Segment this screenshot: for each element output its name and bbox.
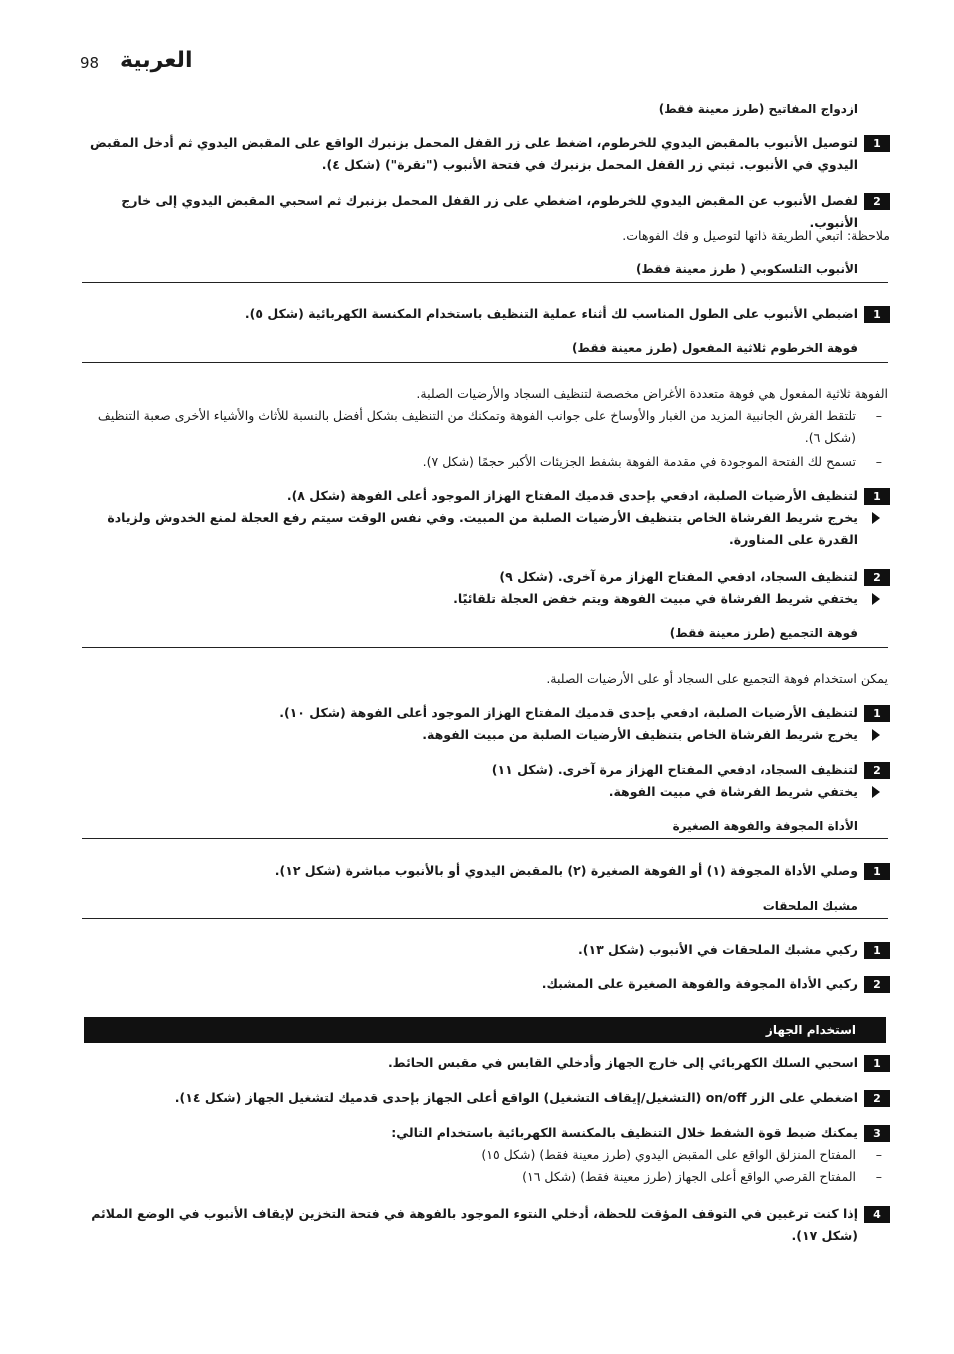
- section-divider: [82, 647, 888, 648]
- page-number: 98: [80, 54, 100, 72]
- result-arrow-icon: [872, 786, 880, 798]
- note-text: ملاحظة: اتبعي الطريقة ذاتها لتوصيل و فك الفوهات.: [622, 228, 890, 243]
- step-text: اضبطي الأنبوب على الطول المناسب لك أثناء عملية التنظيف باستخدام المكنسة الكهربائية (شكل ٥).: [244, 306, 858, 321]
- step-result: [80, 588, 890, 610]
- intro-text: يمكن استخدام فوهة التجميع على السجاد أو على الأرضيات الصلبة.: [546, 671, 888, 686]
- bullet-item: [80, 1144, 888, 1166]
- step-text: اضغطي على الزر on/off (التشغيل/إيقاف التشغيل) الواقع أعلى الجهاز بإحدى قدميك لتشغيل الجهاز (شكل ١٤).: [174, 1090, 858, 1105]
- step-use-1: [80, 1052, 890, 1074]
- section-heading-telescopic: الأنبوب التلسكوبي ( طرز معينة فقط): [636, 262, 858, 276]
- step-text: إذا كنت ترغبين في التوقف المؤقت للحظة، أدخلي النتوء الموجود بالفوهة في فتحة التخزين لإيقاف الأنبوب في الوضع الملائم (شكل ١٧).: [91, 1206, 858, 1243]
- chapter-bar: استخدام الجهاز: [84, 1017, 886, 1043]
- result-text: يخرج شريط الفرشاة الخاص بتنظيف الأرضيات الصلبة من المبيت. وفي نفس الوقت سيتم رفع العجلة لمنع الخدوش ولزيادة القدرة على المناورة.: [107, 510, 858, 547]
- step-number-badge: 2: [864, 1090, 890, 1107]
- result-arrow-icon: [872, 512, 880, 524]
- section-divider: [82, 838, 888, 839]
- step-number-badge: 1: [864, 705, 890, 722]
- step-number-badge: 2: [864, 976, 890, 993]
- step-text: لتنظيف السجاد، ادفعي المفتاح الهزاز مرة آخرى. (شكل ٩): [499, 569, 858, 584]
- section-heading-triactive: فوهة الخرطوم ثلاثية المفعول (طرز معينة فقط): [572, 341, 858, 355]
- step-use-4: [80, 1203, 890, 1247]
- bullet-text: المفتاح المنزلق الواقع على المقبض اليدوي (طرز معينة فقط) (شكل ١٥): [481, 1147, 856, 1162]
- step-number-badge: 1: [864, 1055, 890, 1072]
- bullet-item: [80, 451, 888, 473]
- step-number-badge: 3: [864, 1125, 890, 1142]
- step-text: لتنظيف السجاد، ادفعي المفتاح الهزاز مرة آخرى. (شكل ١١): [491, 762, 858, 777]
- section-divider: [82, 918, 888, 919]
- dash-marker: –: [875, 454, 882, 469]
- section-divider: [82, 282, 888, 283]
- intro-text: الفوهة ثلاثية المفعول هي فوهة متعددة الأغراض مخصصة لتنظيف السجاد والأرضيات الصلبة.: [416, 386, 888, 401]
- step-tele-1: [80, 303, 890, 325]
- step-comb-2: [80, 759, 890, 781]
- step-number-badge: 2: [864, 569, 890, 586]
- step-text: لتوصيل الأنبوب بالمقبض اليدوي للخرطوم، اضغط على زر القفل المحمل بزنبرك الواقع على المقبض اليدوي ثم أدخل المقبض اليدوي في الأنبوب. ثبتي زر القفل المحمل بزنبرك في فتحة الأنبوب ("نقرة") (شكل ٤).: [89, 135, 858, 172]
- step-text: لتنظيف الأرضيات الصلبة، ادفعي بإحدى قدميك المفتاح الهزاز الموجود أعلى الفوهة (شكل ٨).: [286, 488, 858, 503]
- section-heading-clip: مشبك الملحقات: [762, 899, 858, 913]
- bullet-item: [80, 405, 888, 449]
- result-text: يختفي شريط الفرشاة في مبيت الفوهة ويتم خفض العجلة تلقائيًا.: [453, 591, 858, 606]
- section-heading-combination: فوهة التجميع (طرز معينة فقط): [669, 626, 858, 640]
- step-number-badge: 1: [864, 942, 890, 959]
- section-heading-keys: ازدواج المفاتيح (طرز معينة فقط): [658, 102, 858, 116]
- bullet-text: تسمح لك الفتحة الموجودة في مقدمة الفوهة بشفط الجزيئات الأكبر حجمًا (شكل ٧).: [422, 454, 856, 469]
- bullet-text: تلتقط الفرش الجانبية المزيد من الغبار والأوساخ على جوانب الفوهة وتمكنك من التنظيف بشكل أفضل بالنسبة للأثاث والأشياء الأخرى صعبة التنظيف (شكل ٦).: [97, 408, 856, 445]
- section-divider: [82, 362, 888, 363]
- step-clip-1: [80, 939, 890, 961]
- step-number-badge: 1: [864, 863, 890, 880]
- step-result: [80, 507, 890, 551]
- step-tri-2: [80, 566, 890, 588]
- step-number-badge: 4: [864, 1206, 890, 1223]
- dash-marker: –: [875, 1147, 882, 1162]
- step-number-badge: 2: [864, 193, 890, 210]
- step-text: ركبي الأداة المجوفة والفوهة الصغيرة على المشبك.: [541, 976, 858, 991]
- step-crev-1: [80, 860, 890, 882]
- page-title: العربية: [120, 48, 193, 73]
- step-keys-1: [80, 132, 890, 176]
- step-number-badge: 1: [864, 135, 890, 152]
- step-tri-1: [80, 485, 890, 507]
- result-arrow-icon: [872, 729, 880, 741]
- step-text: لتنظيف الأرضيات الصلبة، ادفعي بإحدى قدميك المفتاح الهزاز الموجود أعلى الفوهة (شكل ١٠).: [279, 705, 858, 720]
- step-text: وصلي الأداة المجوفة (١) أو الفوهة الصغيرة (٢) بالمقبض اليدوي أو بالأنبوب مباشرة (شكل ١٢).: [274, 863, 858, 878]
- step-number-badge: 2: [864, 762, 890, 779]
- step-use-3: [80, 1122, 890, 1144]
- step-text: اسحبي السلك الكهربائي إلى خارج الجهاز وأدخلي القابس في مقبس الحائط.: [387, 1055, 858, 1070]
- step-use-2: [80, 1087, 890, 1109]
- dash-marker: –: [875, 1169, 882, 1184]
- dash-marker: –: [875, 408, 882, 423]
- bullet-text: المفتاح القرصي الواقع أعلى الجهاز (طرز معينة فقط) (شكل ١٦): [522, 1169, 856, 1184]
- step-comb-1: [80, 702, 890, 724]
- bullet-item: [80, 1166, 888, 1188]
- result-arrow-icon: [872, 593, 880, 605]
- step-clip-2: [80, 973, 890, 995]
- step-result: [80, 724, 890, 746]
- step-text: يمكنك ضبط قوة الشفط خلال التنظيف بالمكنسة الكهربائية باستخدام التالي:: [391, 1125, 858, 1140]
- step-number-badge: 1: [864, 488, 890, 505]
- result-text: يختفي شريط الفرشاة في مبيت الفوهة.: [608, 784, 858, 799]
- page-header: [80, 48, 200, 82]
- step-text: لفصل الأنبوب عن المقبض اليدوي للخرطوم، اضغطي على زر القفل المحمل بزنبرك ثم اسحبي المقبض اليدوي إلى خارج الأنبوب.: [121, 193, 858, 230]
- step-number-badge: 1: [864, 306, 890, 323]
- section-heading-crevice: الأداة المجوفة والفوهة الصغيرة: [672, 819, 858, 833]
- result-text: يخرج شريط الفرشاة الخاص بتنظيف الأرضيات الصلبة من مبيت الفوهة.: [422, 727, 858, 742]
- step-text: ركبي مشبك الملحقات في الأنبوب (شكل ١٣).: [577, 942, 858, 957]
- step-result: [80, 781, 890, 803]
